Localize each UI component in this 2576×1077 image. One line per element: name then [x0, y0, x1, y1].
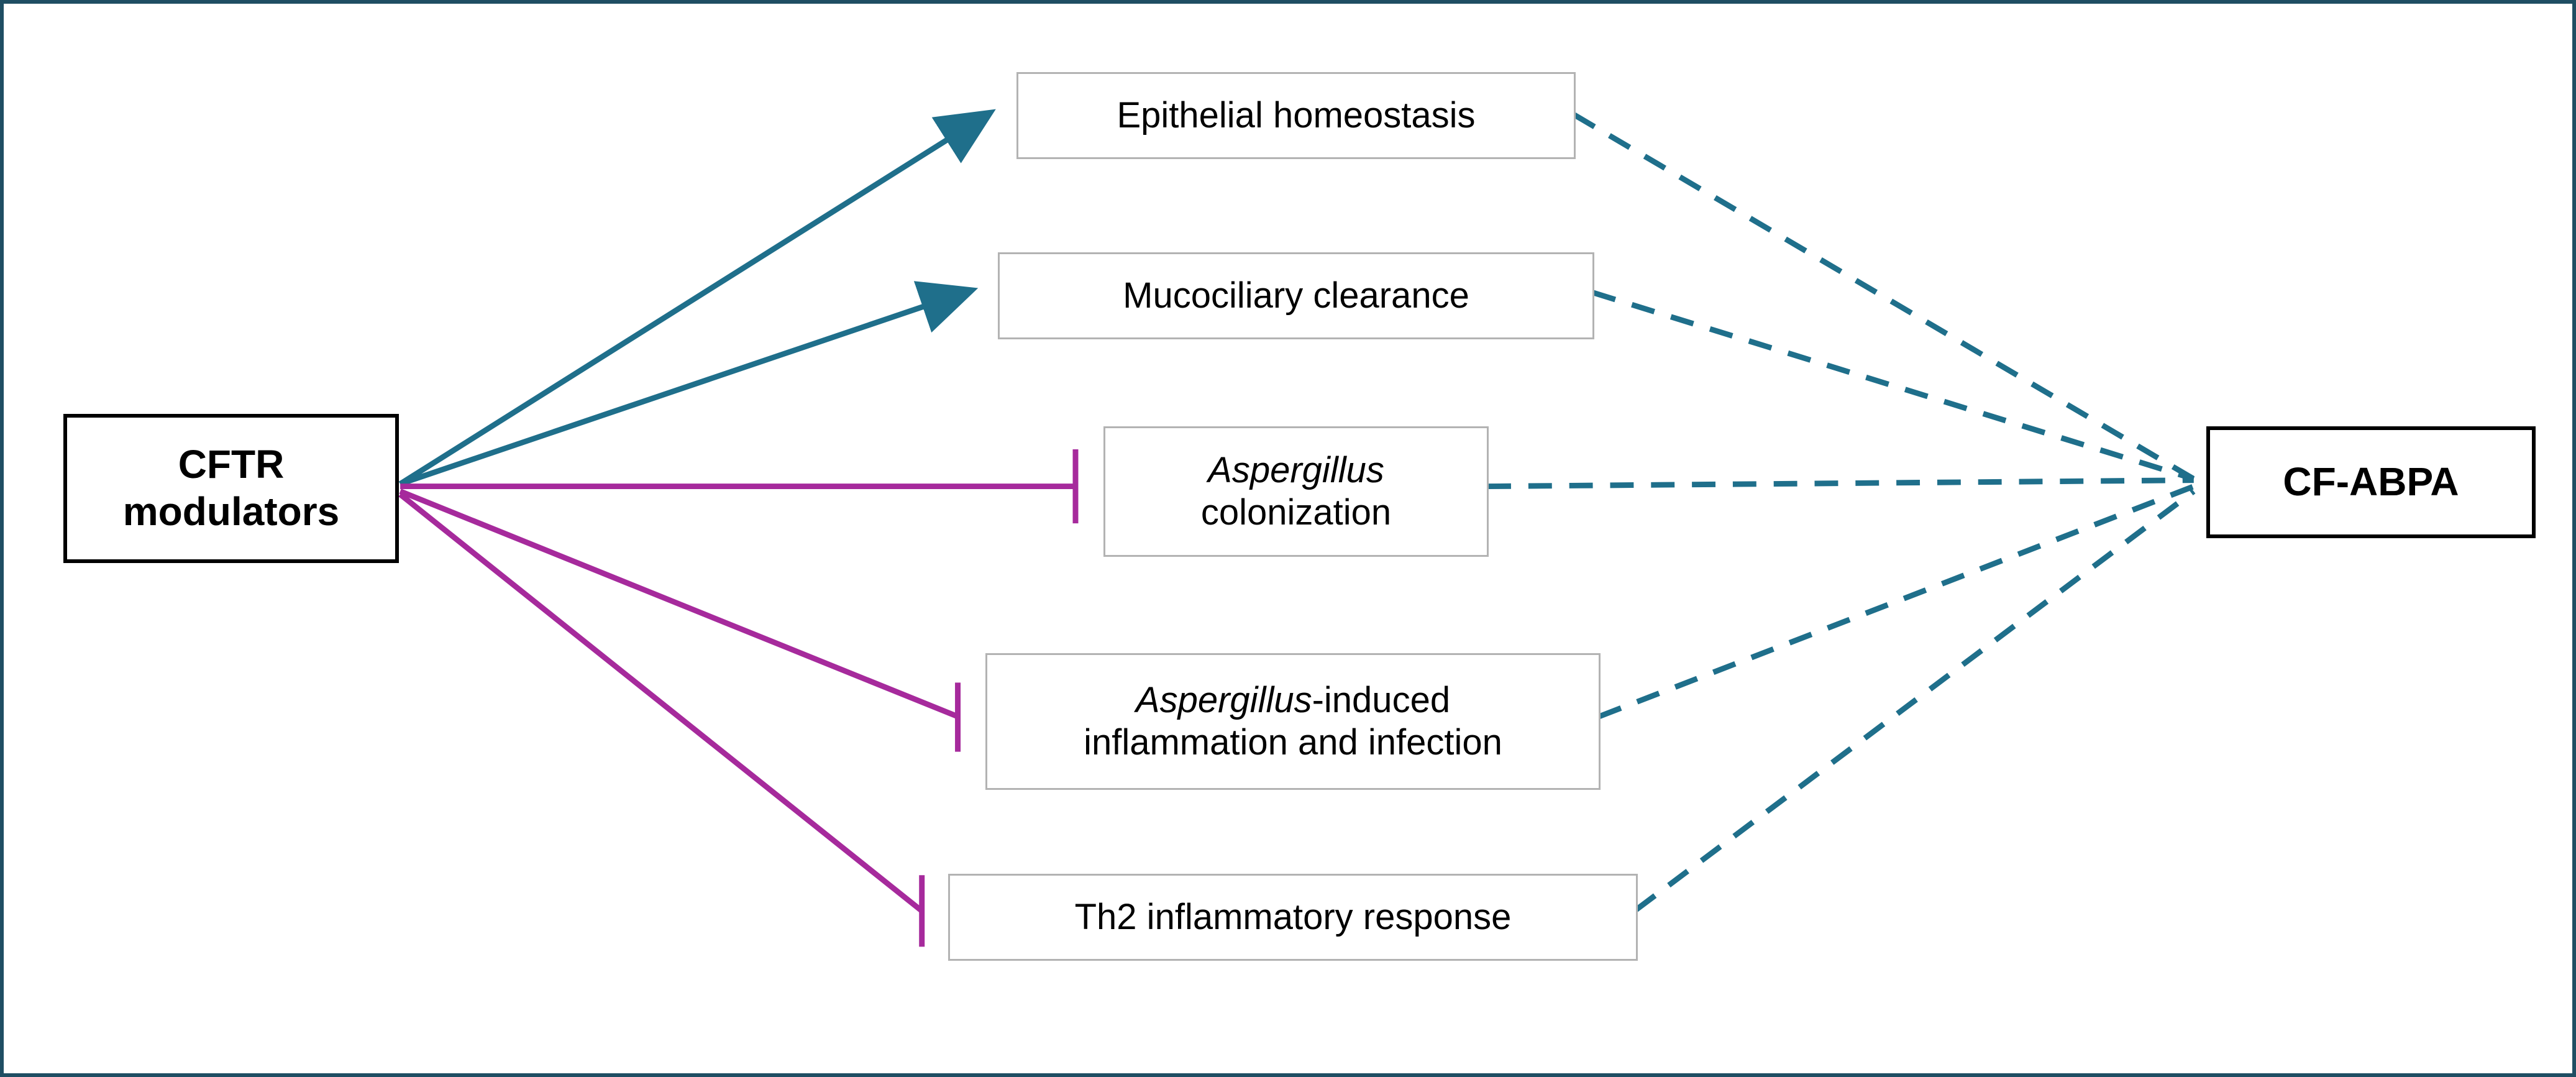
- edge-cftr-to-inflammation: [400, 492, 957, 717]
- node-th2-inflammatory-response[interactable]: [948, 874, 1638, 961]
- node-cfabpa-label: CF-ABPA: [2283, 459, 2459, 505]
- node-colonization-line2: colonization: [1200, 492, 1392, 533]
- edge-mucociliary-to-cfabpa: [1593, 293, 2194, 479]
- edge-cftr-to-th2: [400, 494, 922, 910]
- edge-inflammation-to-cfabpa: [1599, 487, 2194, 717]
- node-aspergillus-colonization[interactable]: [1103, 426, 1489, 557]
- node-epithelial-homeostasis[interactable]: [1016, 72, 1576, 159]
- node-colonization-line1: [1201, 449, 1391, 492]
- edge-cftr-to-mucociliary: [400, 291, 970, 484]
- node-inflammation-line1-rest: -induced: [1312, 679, 1451, 720]
- node-mucociliary-label: Mucociliary clearance: [1123, 275, 1469, 316]
- node-inflammation-line2: inflammation and infection: [1084, 722, 1502, 763]
- node-cftr-line2: modulators: [122, 489, 340, 534]
- node-mucociliary-clearance[interactable]: [998, 252, 1594, 339]
- node-th2-label: Th2 inflammatory response: [1074, 896, 1512, 937]
- edge-th2-to-cfabpa: [1636, 492, 2193, 910]
- edge-cftr-to-epithelial: [400, 114, 989, 484]
- node-cftr-line1: CFTR: [178, 442, 285, 487]
- node-inflammation-italic: Aspergillus: [1135, 679, 1312, 720]
- node-inflammation-line1: [1084, 679, 1502, 722]
- node-colonization-italic: Aspergillus: [1208, 449, 1384, 490]
- diagram-canvas: [4, 4, 2572, 1073]
- node-cftr-modulators[interactable]: [63, 414, 399, 563]
- node-aspergillus-induced-inflammation[interactable]: [985, 653, 1601, 790]
- edge-epithelial-to-cfabpa: [1574, 115, 2194, 479]
- edge-colonization-to-cfabpa: [1487, 480, 2194, 487]
- node-epithelial-label: Epithelial homeostasis: [1117, 94, 1476, 135]
- node-cf-abpa[interactable]: [2206, 426, 2536, 538]
